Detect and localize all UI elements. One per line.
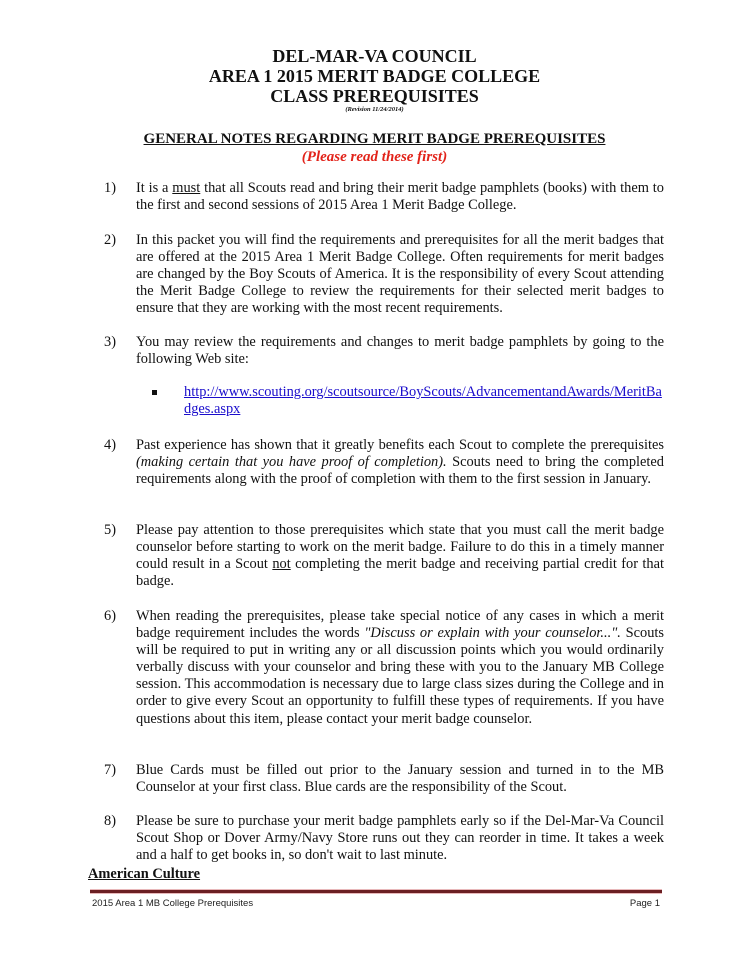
prerequisites-title: CLASS PREREQUISITES <box>270 86 479 106</box>
note-item-4 <box>104 437 664 488</box>
item-text: In this packet you will find the requirements and prerequisites for all the merit badges that are offered at the 2015 Area 1 Merit Badge College. Often requirements for merit badges are changed by the Boy Scouts of America. It is the responsibility of every Scout attending the Merit Badge College to review the requirements for their selected merit badges to ensure that they are working with the most recent requirements. <box>136 232 664 317</box>
item-text: Please be sure to purchase your merit badge pamphlets early so if the Del-Mar-Va Council Scout Shop or Dover Army/Navy Store runs out they can reorder in time. It takes a week and a half to get books in, so don't wait to last minute. <box>136 813 664 864</box>
item-number: 8) <box>104 813 116 829</box>
general-notes-heading: GENERAL NOTES REGARDING MERIT BADGE PREREQUISITES <box>143 131 606 147</box>
college-title: AREA 1 2015 MERIT BADGE COLLEGE <box>208 66 541 86</box>
item-number: 4) <box>104 437 116 453</box>
note-item-7 <box>104 762 664 796</box>
merit-badges-link[interactable]: http://www.scouting.org/scoutsource/BoyScouts/AdvancementandAwards/MeritBadges.aspx <box>184 384 662 418</box>
item-number: 1) <box>104 180 116 196</box>
link-list-item <box>152 384 664 418</box>
footer-rule <box>90 890 662 893</box>
bullet-icon <box>152 390 157 395</box>
item-number: 2) <box>104 232 116 248</box>
note-item-8 <box>104 813 664 864</box>
revision-note: (Revision 11/24/2014) <box>345 106 404 113</box>
footer-title: 2015 Area 1 MB College Prerequisites <box>92 898 254 909</box>
item-number: 5) <box>104 522 116 538</box>
emphasis-must: must <box>172 180 201 196</box>
note-item-3 <box>104 334 664 368</box>
item-text: When reading the prerequisites, please take special notice of any cases in which a merit badge requirement includes the words "Discuss or explain with your counselor...". Scouts will be required to put in writing any or all discussion points which you would ordinarily verbally discuss with your counselor and bring these with you to the January MB College session. This accommodation is necessary due to large class sizes during the College and in order to give every Scout an opportunity to fulfill these types of requirements. If you have questions about this item, please contact your merit badge counselor. <box>136 608 664 727</box>
item-number: 6) <box>104 608 116 624</box>
item-number: 3) <box>104 334 116 350</box>
footer-page-number: Page 1 <box>629 898 660 909</box>
emphasis-discuss: "Discuss or explain with your counselor...". <box>364 625 621 642</box>
council-title: DEL-MAR-VA COUNCIL <box>272 46 477 66</box>
item-text: Please pay attention to those prerequisites which state that you must call the merit badge counselor before starting to work on the merit badge. Failure to do this in a timely manner could result in a Scout not completing the merit badge and receiving partial credit for that badge. <box>136 522 664 590</box>
emphasis-proof: (making certain that you have proof of completion). <box>136 454 447 471</box>
read-first-note: (Please read these first) <box>301 149 448 165</box>
item-text: Blue Cards must be filled out prior to the January session and turned in to the MB Counselor at your first class. Blue cards are the responsibility of the Scout. <box>136 762 664 796</box>
item-text: Past experience has shown that it greatly benefits each Scout to complete the prerequisites (making certain that you have proof of completion). Scouts need to bring the completed requirements along with the proof of completion with them to the first session in January. <box>136 437 664 488</box>
item-text: You may review the requirements and changes to merit badge pamphlets by going to the following Web site: <box>136 334 664 368</box>
emphasis-not: not <box>272 556 291 573</box>
item-number: 7) <box>104 762 116 778</box>
item-text: It is a must that all Scouts read and bring their merit badge pamphlets (books) with them to the first and second sessions of 2015 Area 1 Merit Badge College. <box>136 180 664 214</box>
note-item-6 <box>104 608 664 728</box>
note-item-1 <box>104 180 664 214</box>
note-item-2 <box>104 232 664 317</box>
note-item-5 <box>104 522 664 590</box>
section-heading-american-culture: American Culture <box>88 866 201 882</box>
